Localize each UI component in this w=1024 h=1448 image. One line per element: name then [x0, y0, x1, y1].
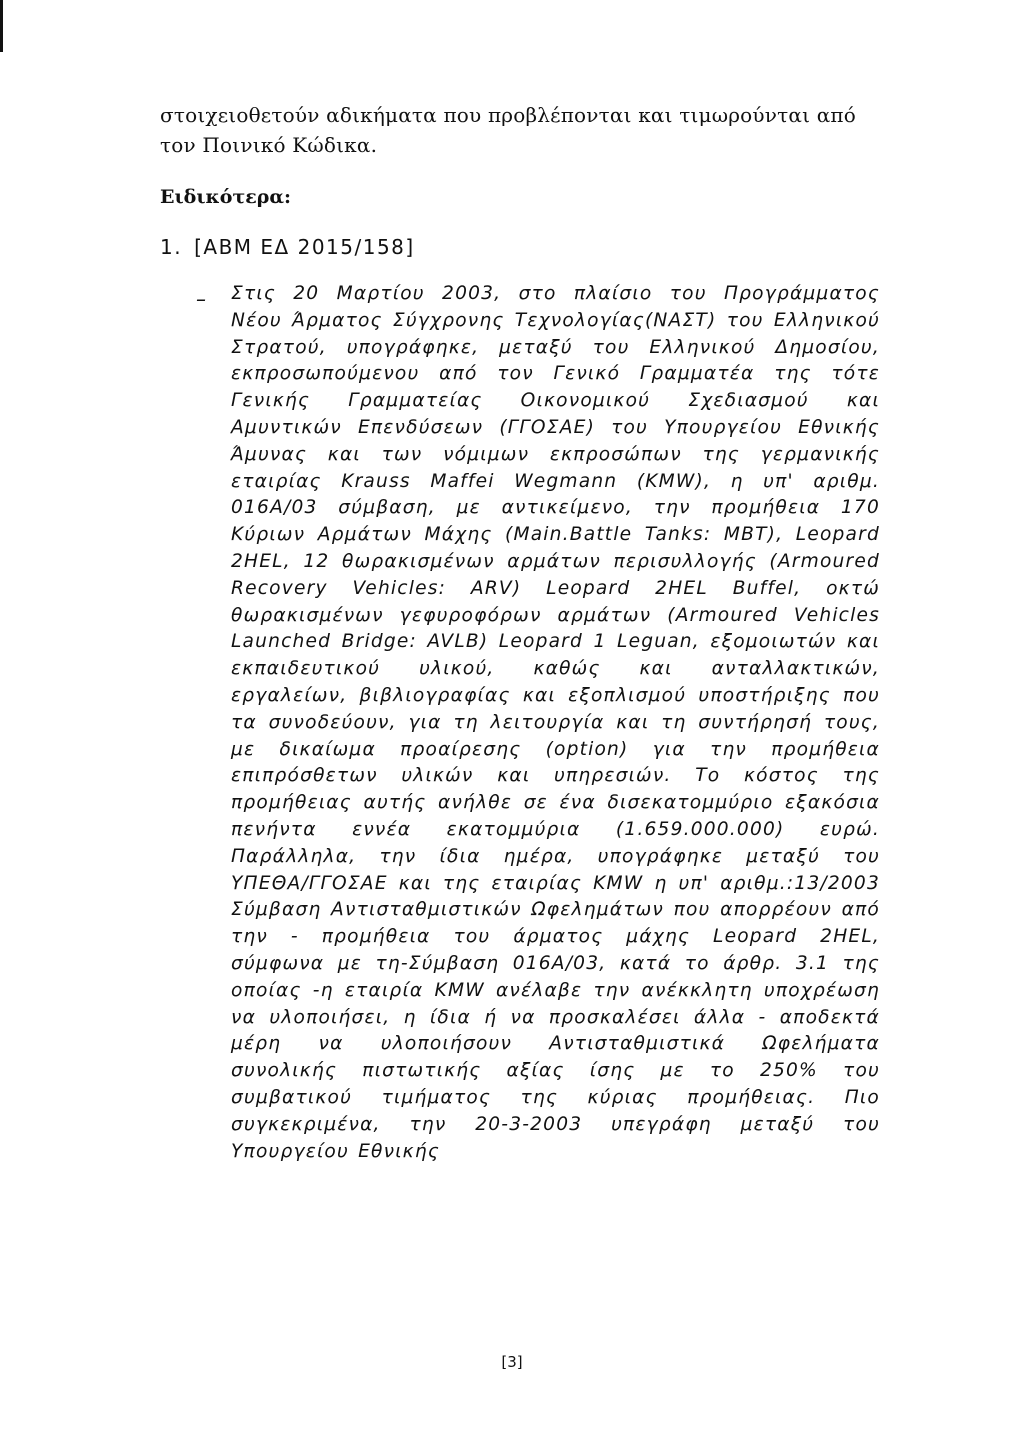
- section-heading: Ειδικότερα:: [160, 186, 292, 208]
- body-paragraph: Στις 20 Μαρτίου 2003, στο πλαίσιο του Προγράμματος Νέου Άρματος Σύγχρονης Τεχνολογίας(ΝΑΣΤ) του Ελληνικού Στρατού, υπογράφηκε, μεταξύ του Ελληνικού Δημοσίου, εκπροσωπούμενου από τον Γενικό Γραμματέα της τότε Γενικής Γραμματείας Οικονομικού Σχεδιασμού και Αμυντικών Επενδύσεων (ΓΓΟΣΑΕ) του Υπουργείου Εθνικής Άμυνας και των νόμιμων εκπροσώπων της γερμανικής εταιρίας Krauss Maffei Wegmann (KMW), η υπ' αριθμ. 016A/03 σύμβαση, με αντικείμενο, την προμήθεια 170 Κύριων Αρμάτων Μάχης (Main.Battle Tanks: MBT), Leopard 2HEL, 12 θωρακισμένων αρμάτων περισυλλογής (Armoured Recovery Vehicles: ARV) Leopard 2HEL Buffel, οκτώ θωρακισμένων γεφυροφόρων αρμάτων (Armoured Vehicles Launched Bridge: AVLB) Leopard 1 Leguan, εξομοιωτών και εκπαιδευτικού υλικού, καθώς και ανταλλακτικών, εργαλείων, βιβλιογραφίας και εξοπλισμού υποστήριξης που τα συνοδεύουν, για τη λειτουργία και τη συντήρησή τους, με δικαίωμα προαίρεσης (option) για την προμήθεια επιπρόσθετων υλικών και υπηρεσιών. Το κόστος της προμήθειας αυτής ανήλθε σε ένα δισεκατομμύριο εξακόσια πενήντα εννέα εκατομμύρια (1.659.000.000) ευρώ. Παράλληλα, την ίδια ημέρα, υπογράφηκε μεταξύ του ΥΠΕΘΑ/ΓΓΟΣΑΕ και της εταιρίας KMW η υπ' αριθμ.:13/2003 Σύμβαση Αντισταθμιστικών Ωφελημάτων που απορρέουν από την - προμήθεια του άρματος μάχης Leopard 2HEL, σύμφωνα με τη-Σύμβαση 016A/03, κατά το άρθρ. 3.1 της οποίας -η εταιρία KMW ανέλαβε την ανέκκλητη υποχρέωση να υλοποιήσει, η ίδια ή να προσκαλέσει άλλα - αποδεκτά μέρη να υλοποιήσουν Αντισταθμιστικά Ωφελήματα συνολικής πιστωτικής αξίας ίσης με το 250% του συμβατικού τιμήματος της κύριας προμήθειας. Πιο συγκεκριμένα, την 20-3-2003 υπεγράφη μεταξύ του Υπουργείου Εθνικής: [231, 283, 880, 1162]
- list-item-number: 1.: [160, 235, 183, 259]
- list-item-reference: [160, 232, 415, 262]
- scan-edge-mark: [0, 0, 3, 52]
- bullet-dash: –: [196, 287, 206, 311]
- page-number: [3]: [501, 1353, 523, 1371]
- intro-paragraph: στοιχειοθετούν αδικήματα που προβλέπονται και τιμωρούνται από τον Ποινικό Κώδικα.: [160, 103, 856, 157]
- reference-code: [ΑΒΜ ΕΔ 2015/158]: [194, 235, 415, 259]
